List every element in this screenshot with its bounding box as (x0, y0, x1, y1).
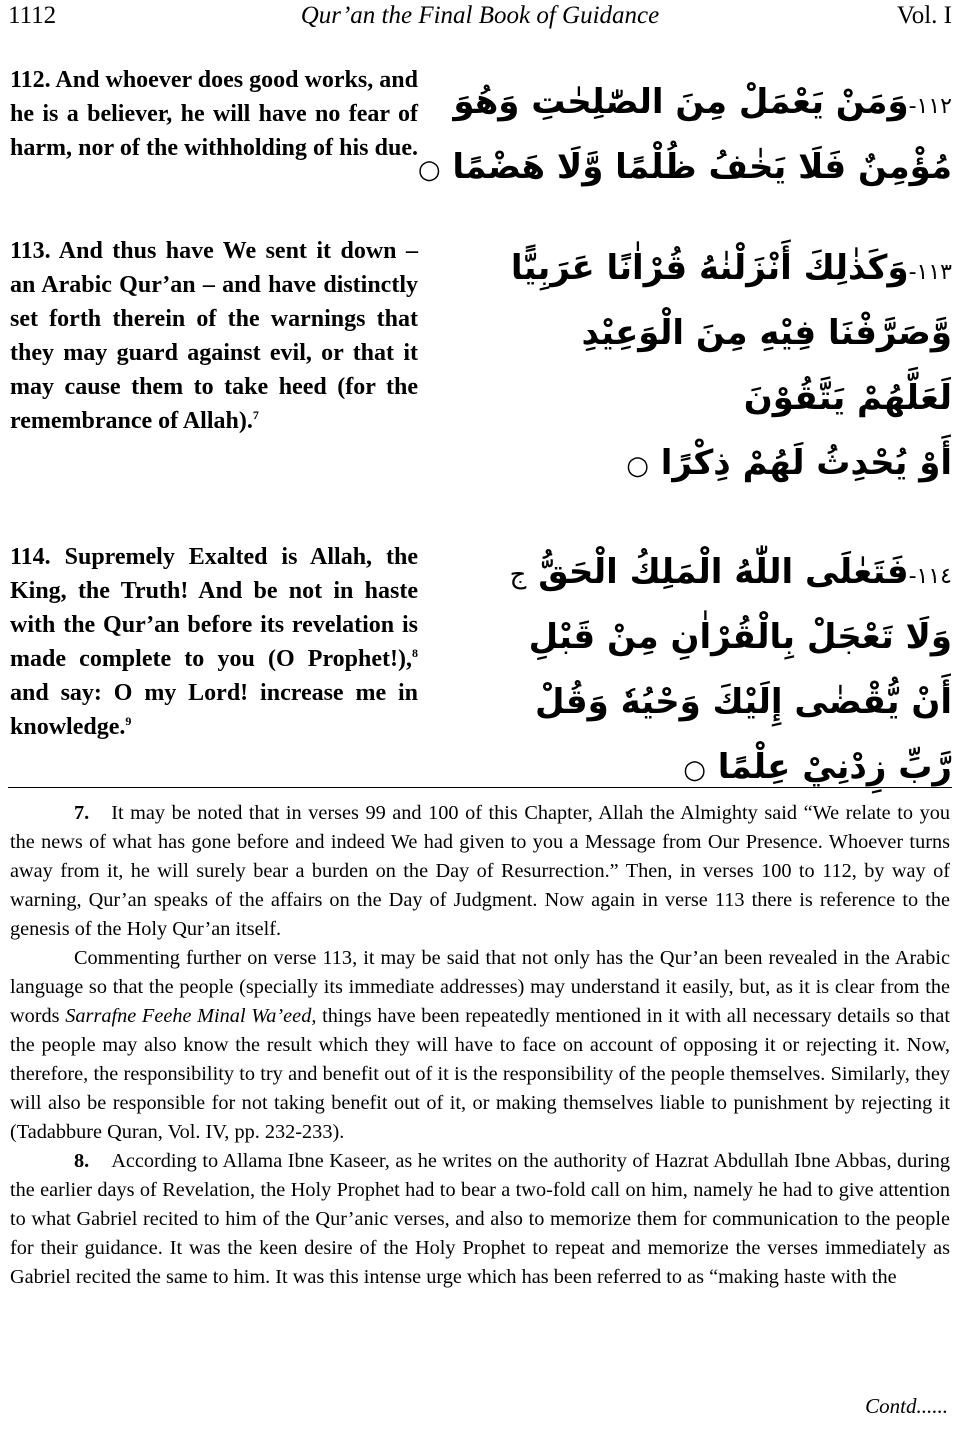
verse-end-mark: ○ (683, 755, 706, 785)
pause-mark: ج (509, 560, 527, 590)
footnote-number: 8. (74, 1150, 90, 1172)
arabic-line: أَوْ يُحْدِثُ لَهُمْ ذِكْرًا ○ (626, 443, 952, 483)
footnote-7: 7. It may be noted that in verses 99 and 100 of this Chapter, Allah the Almighty said “We relate to you the news of what has gone before and indeed We had given to you a Message from Our Presence. Whoever turns away from it, he will surely bear a burden on the Day of Resurrection.” Then, in verses 100 to 112, by way of warning, Qur’an speaks of the affairs on the Day of Judgment. Now again in verse 113 there is reference to the genesis of the Holy Qur’an itself. (10, 802, 950, 940)
footnote-ref-7: 7 (252, 408, 259, 422)
verse-112-arabic (417, 70, 952, 200)
verse-114-text-part1: 114. Supremely Exalted is Allah, the King, the Truth! And be not in haste with the Qur’an before its revelation is made complete to you (O Prophet!), (10, 544, 418, 672)
italic-phrase: Sarrafne Feehe Minal Wa’eed, (65, 1005, 317, 1027)
verse-113-text: 113. And thus have We sent it down – an Arabic Qur’an – and have distinctly set forth therein of the warnings that they may guard against evil, or that it may cause them to take heed (for the remembrance of Allah). (10, 238, 418, 434)
verse-end-mark: ○ (417, 155, 441, 185)
volume-label: Vol. I (896, 2, 952, 29)
footnotes (10, 799, 950, 1292)
page-number: 1112 (8, 2, 57, 29)
footnote-ref-9: 9 (125, 714, 132, 728)
footnote-7-continued: Commenting further on verse 113, it may be said that not only has the Qur’an been revealed in the Arabic language so that the people (specially its immediate addresses) may understand it easily, but, as it is clear from the words Sarrafne Feehe Minal Wa’eed, things have been repeatedly mentioned in it with all necessary details so that the people may also know the result which they will have to face on account of opposing it or rejecting it. Now, therefore, the responsibility to try and benefit out of it is the responsibility of the people themselves. Similarly, they will also be responsible for not taking benefit out of it, or making themselves liable to punishment by rejecting it (Tadabbure Quran, Vol. IV, pp. 232-233). (10, 947, 950, 1143)
arabic-line: ١١٤-فَتَعٰلَى اللّٰهُ الْمَلِكُ الْحَقُّ ج (509, 552, 952, 592)
arabic-line: ١١٢-وَمَنْ يَعْمَلْ مِنَ الصّٰلِحٰتِ وَهُوَ (453, 82, 952, 122)
arabic-line: ١١٣-وَكَذٰلِكَ أَنْزَلْنٰهُ قُرْاٰنًا عَرَبِيًّا (510, 248, 952, 288)
verse-end-mark: ○ (626, 451, 649, 481)
verse-113-arabic (510, 236, 952, 496)
arabic-line: لَعَلَّهُمْ يَتَّقُوْنَ (743, 378, 952, 418)
arabic-line: أَنْ يُّقْضٰى إِلَيْكَ وَحْيُهٗ وَقُلْ (535, 682, 952, 722)
footnote-number: 7. (74, 802, 90, 824)
arabic-line: رَّبِّ زِدْنِيْ عِلْمًا ○ (683, 747, 952, 787)
verse-112-translation (10, 63, 418, 165)
arabic-line: وَّصَرَّفْنَا فِيْهِ مِنَ الْوَعِيْدِ (581, 313, 952, 353)
footnote-8: 8. According to Allama Ibne Kaseer, as he writes on the authority of Hazrat Abdullah Ibne Abbas, during the earlier days of Revelation, the Holy Prophet had to bear a two-fold call on him, namely he had to give attention to what Gabriel recited to him of the Qur’anic verses, and also to memorize them for communication to the people for their guidance. It was the keen desire of the Holy Prophet to repeat and memorize the verses immediately as Gabriel recited the same to him. It was this intense urge which has been referred to as “making haste with the (10, 1150, 950, 1288)
running-header (8, 2, 952, 36)
book-title: Qur’an the Final Book of Guidance (300, 2, 660, 29)
verse-114-translation (10, 540, 418, 744)
verse-112-text: 112. And whoever does good works, and he is a believer, he will have no fear of harm, nor of the withholding of his due. (10, 67, 418, 161)
arabic-line: مُؤْمِنٌ فَلَا يَخٰفُ ظُلْمًا وَّلَا هَضْمًا ○ (417, 147, 952, 187)
footnote-divider (8, 787, 952, 788)
verse-113-translation (10, 234, 418, 438)
footnote-ref-8: 8 (412, 646, 418, 660)
verse-114-text-part2: and say: O my Lord! increase me in knowledge. (10, 680, 418, 740)
verse-114-arabic (509, 540, 952, 800)
continued-label: Contd...... (865, 1394, 948, 1418)
arabic-line: وَلَا تَعْجَلْ بِالْقُرْاٰنِ مِنْ قَبْلِ (528, 617, 952, 657)
